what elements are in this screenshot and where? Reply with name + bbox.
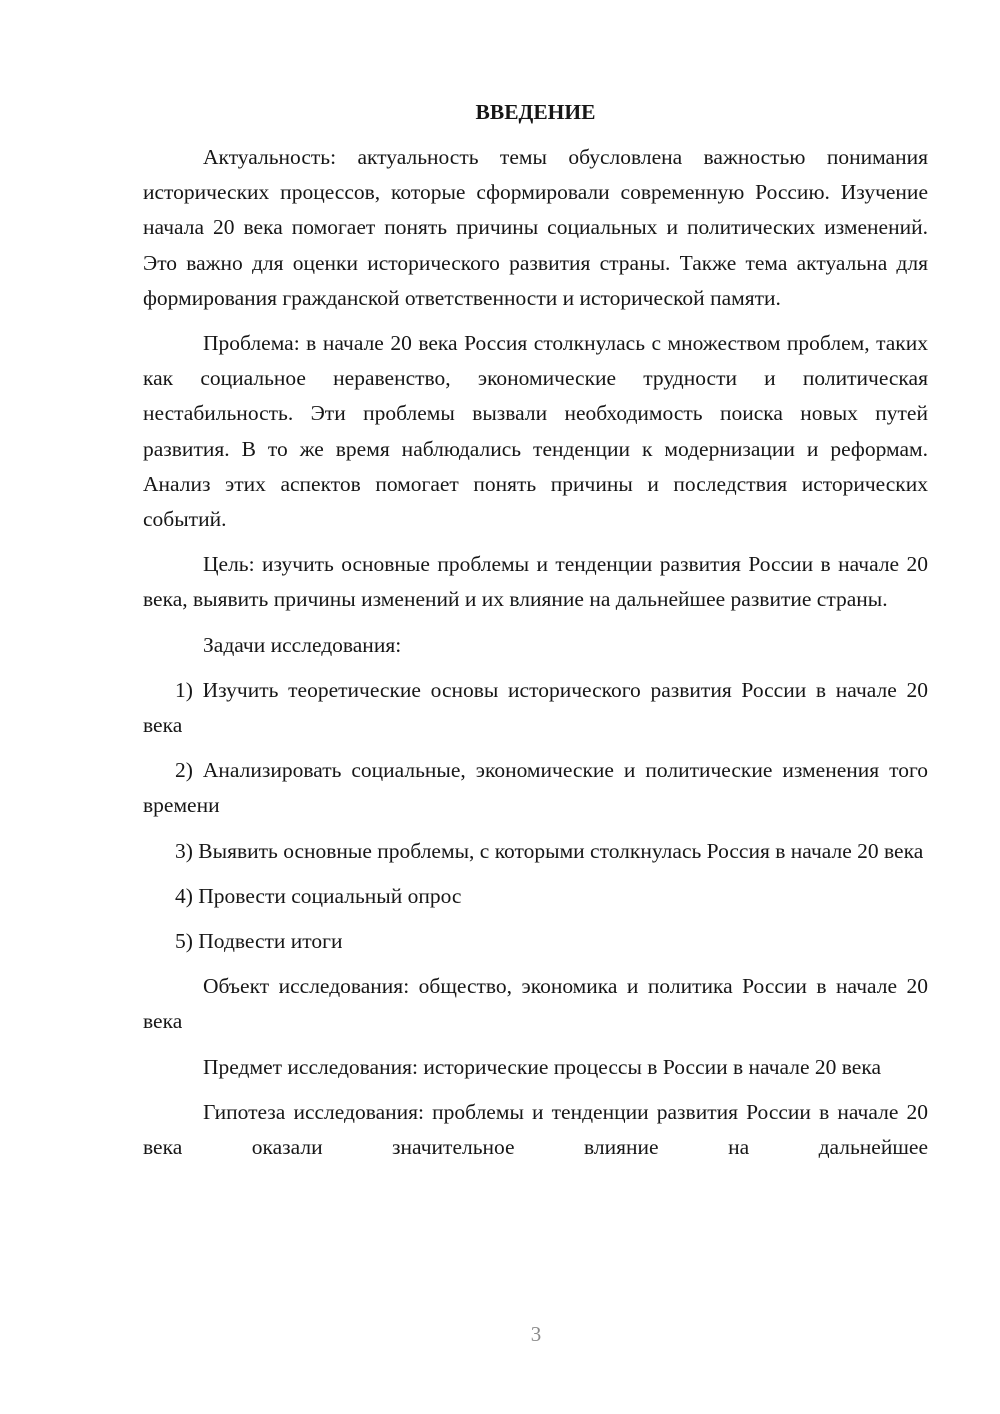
problem-paragraph: Проблема: в начале 20 века Россия столкнулась с множеством проблем, таких как социальное неравенство, экономические трудности и политическая нестабильность. Эти проблемы вызвали необходимость поиска новых путей развития. В то же время наблюдались тенденции к модернизации и реформам. Анализ этих аспектов помогает понять причины и последствия исторических событий. — [143, 331, 928, 532]
task-item-3: 3) Выявить основные проблемы, с которыми столкнулась Россия в начале 20 века — [175, 838, 924, 863]
task-item-4: 4) Провести социальный опрос — [175, 883, 462, 908]
subject-paragraph: Предмет исследования: исторические процессы в России в начале 20 века — [203, 1054, 882, 1079]
hypothesis-paragraph: Гипотеза исследования: проблемы и тенденции развития России в начале 20 века оказали значительное влияние на дальнейшее — [143, 1099, 928, 1160]
page-body — [143, 95, 928, 1175]
section-title: ВВЕДЕНИЕ — [475, 100, 596, 124]
task-item-1: 1) Изучить теоретические основы исторического развития России в начале 20 века — [143, 677, 928, 738]
task-item-5: 5) Подвести итоги — [175, 929, 343, 954]
page-number: 3 — [530, 1322, 542, 1346]
tasks-heading: Задачи исследования: — [203, 632, 402, 657]
task-item-2: 2) Анализировать социальные, экономические и политические изменения того времени — [143, 758, 928, 818]
relevance-paragraph: Актуальность: актуальность темы обусловлена важностью понимания исторических процессов, которые сформировали современную Россию. Изучение начала 20 века помогает понять причины социальных и политических изменений. Это важно для оценки исторического развития страны. Также тема актуальна для формирования гражданской ответственности и исторической памяти. — [143, 145, 928, 310]
object-paragraph: Объект исследования: общество, экономика и политика России в начале 20 века — [143, 974, 928, 1034]
goal-paragraph: Цель: изучить основные проблемы и тенденции развития России в начале 20 века, выявить причины изменений и их влияние на дальнейшее развитие страны. — [143, 552, 928, 612]
